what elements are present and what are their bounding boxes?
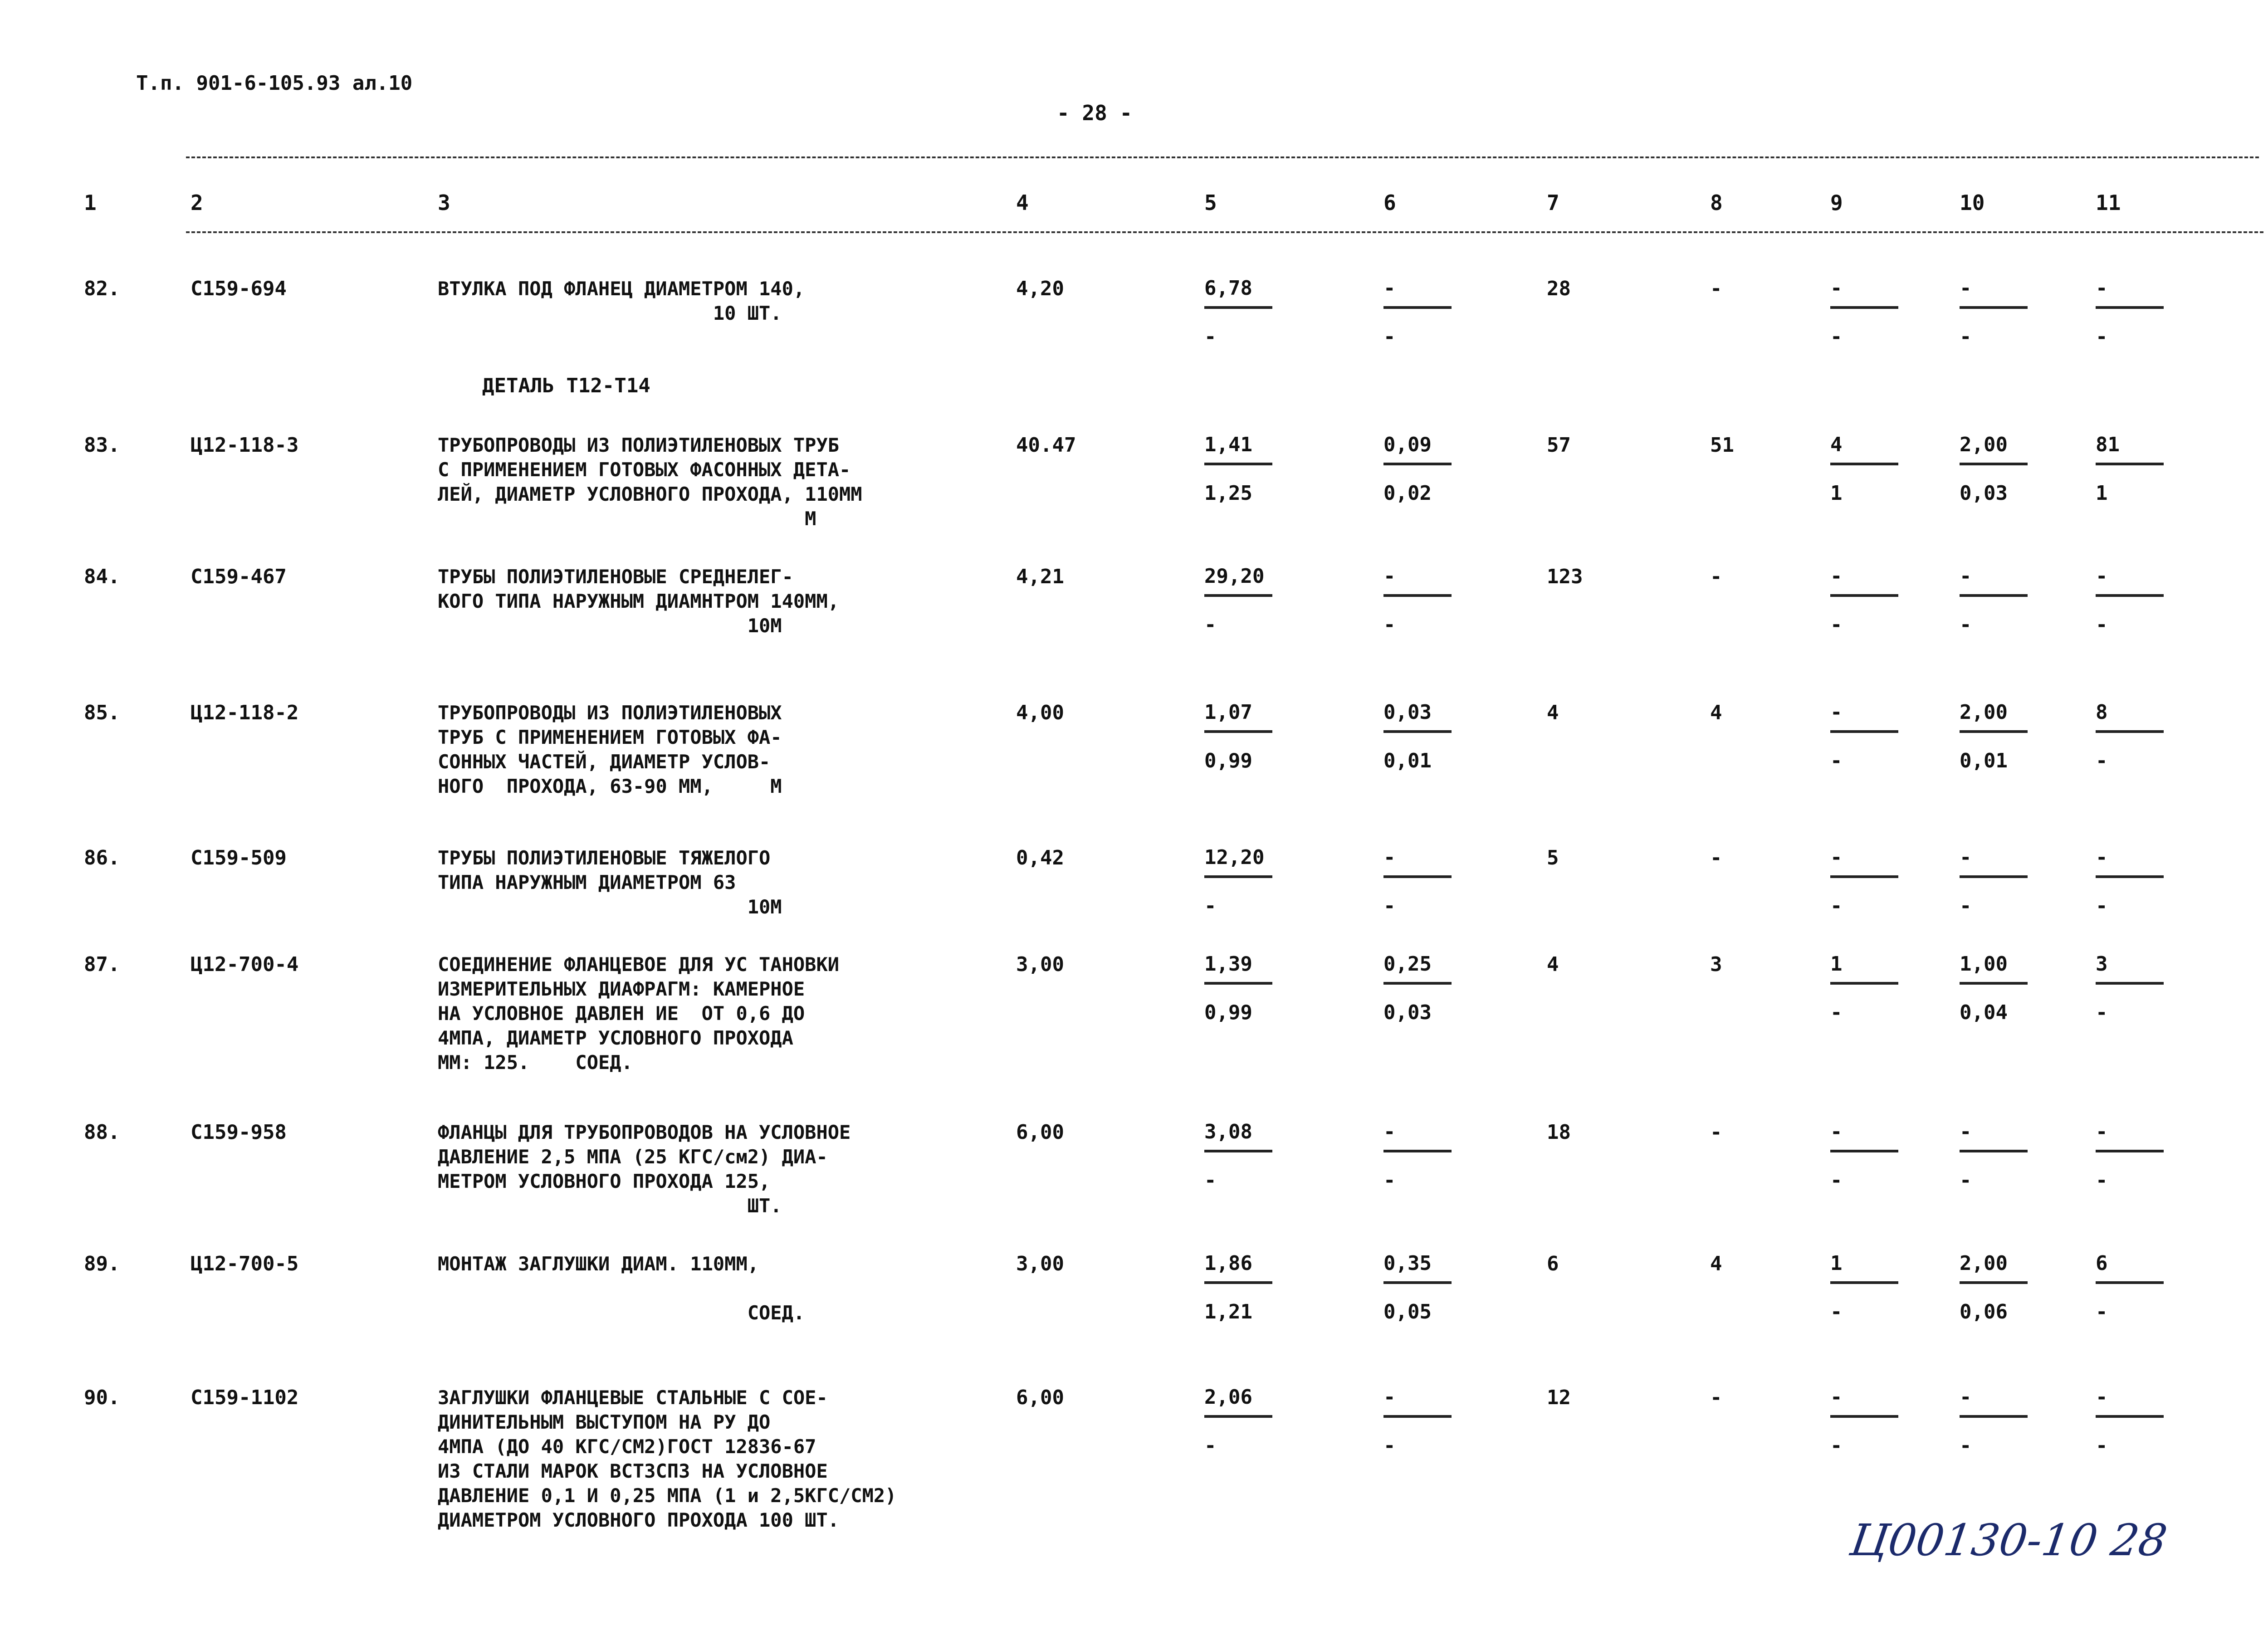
denominator: 1,21	[1204, 1300, 1252, 1323]
numerator: -	[1830, 565, 1898, 597]
fraction-cell-c5	[1204, 952, 1272, 1024]
price-code: Ц12-700-4	[191, 953, 299, 976]
fraction-cell-c11	[2096, 701, 2164, 772]
handwritten-note: Ц00130-10 28	[1847, 1515, 2170, 1566]
cell-col8: 4	[1710, 1252, 1722, 1275]
cell-col4: 3,00	[1016, 1252, 1064, 1275]
header-rule	[186, 231, 2263, 233]
numerator: -	[1960, 277, 2028, 309]
column-header: 7	[1547, 190, 1559, 215]
cell-col4: 4,00	[1016, 701, 1064, 724]
cell-col7: 4	[1547, 701, 1559, 724]
cell-col8: 4	[1710, 701, 1722, 724]
cell-col8: -	[1710, 846, 1722, 869]
cell-col4: 40.47	[1016, 434, 1076, 457]
numerator: -	[2096, 277, 2164, 309]
numerator: -	[1830, 277, 1898, 309]
fraction-cell-c5	[1204, 1252, 1272, 1323]
cell-col7: 6	[1547, 1252, 1559, 1275]
fraction-cell-c6	[1383, 1120, 1452, 1192]
row-number: 88.	[84, 1121, 120, 1144]
cell-col8: -	[1710, 565, 1722, 588]
fraction-cell-c11	[2096, 565, 2164, 636]
item-description: ВТУЛКА ПОД ФЛАНЕЦ ДИАМЕТРОМ 140, 10 ШТ.	[438, 278, 805, 324]
denominator: -	[1204, 325, 1217, 348]
column-header: 6	[1383, 190, 1396, 215]
item-description: ЗАГЛУШКИ ФЛАНЦЕВЫЕ СТАЛЬНЫЕ С СОЕ- ДИНИТЕЛЬНЫМ ВЫСТУПОМ НА РУ ДО 4МПА (ДО 40 КГС/СМ2)ГОСТ 12836-67 ИЗ СТАЛИ МАРОК ВСТЗСПЗ НА УСЛОВНОЕ ДАВЛЕНИЕ 0,1 И 0,25 МПА (1 и 2,5КГС/СМ2) ДИАМЕТРОМ УСЛОВНОГО ПРОХОДА 100 ШТ.	[438, 1386, 897, 1531]
cell-col7: 4	[1547, 953, 1559, 976]
denominator: 0,04	[1960, 1001, 2008, 1024]
row-number: 85.	[84, 701, 120, 724]
fraction-cell-c6	[1383, 1252, 1452, 1323]
column-header: 9	[1830, 190, 1843, 215]
denominator: 0,05	[1383, 1300, 1432, 1323]
item-description: МОНТАЖ ЗАГЛУШКИ ДИАМ. 110ММ, СОЕД.	[438, 1253, 805, 1324]
cell-col7: 57	[1547, 434, 1571, 457]
fraction-cell-c6	[1383, 1386, 1452, 1457]
price-code: С159-509	[191, 846, 287, 869]
item-description: ТРУБЫ ПОЛИЭТИЛЕНОВЫЕ ТЯЖЕЛОГО ТИПА НАРУЖНЫМ ДИАМЕТРОМ 63 10М	[438, 847, 782, 918]
fraction-cell-c5	[1204, 277, 1272, 348]
denominator: -	[1204, 894, 1217, 918]
cell-col8: -	[1710, 1386, 1722, 1409]
fraction-cell-c6	[1383, 565, 1452, 636]
denominator: 1	[2096, 482, 2108, 505]
fraction-cell-c9	[1830, 1252, 1898, 1323]
fraction-cell-c11	[2096, 846, 2164, 918]
fraction-cell-c10	[1960, 433, 2028, 505]
row-number: 90.	[84, 1386, 120, 1409]
denominator: 1	[1830, 482, 1843, 505]
numerator: 2,00	[1960, 1252, 2028, 1284]
column-header: 4	[1016, 190, 1029, 215]
numerator: 81	[2096, 433, 2164, 465]
fraction-cell-c11	[2096, 952, 2164, 1024]
fraction-cell-c11	[2096, 1386, 2164, 1457]
denominator: -	[1830, 1434, 1843, 1457]
cell-col7: 18	[1547, 1121, 1571, 1144]
numerator: 3,08	[1204, 1120, 1272, 1152]
fraction-cell-c9	[1830, 433, 1898, 505]
fraction-cell-c9	[1830, 701, 1898, 772]
numerator: -	[1830, 846, 1898, 878]
cell-col7: 123	[1547, 565, 1583, 588]
denominator: -	[1830, 1169, 1843, 1192]
denominator: -	[1960, 1169, 1972, 1192]
numerator: -	[1960, 565, 2028, 597]
denominator: -	[1204, 1169, 1217, 1192]
numerator: 0,25	[1383, 952, 1452, 985]
denominator: -	[1830, 325, 1843, 348]
denominator: 0,99	[1204, 1001, 1252, 1024]
row-number: 82.	[84, 277, 120, 300]
numerator: 4	[1830, 433, 1898, 465]
cell-col8: -	[1710, 1121, 1722, 1144]
numerator: -	[2096, 565, 2164, 597]
item-description: ТРУБОПРОВОДЫ ИЗ ПОЛИЭТИЛЕНОВЫХ ТРУБ С ПРИМЕНЕНИЕМ ГОТОВЫХ ФА- СОННЫХ ЧАСТЕЙ, ДИАМЕТР УСЛОВ- НОГО ПРОХОДА, 63-90 ММ, М	[438, 702, 782, 797]
fraction-cell-c9	[1830, 952, 1898, 1024]
fraction-cell-c5	[1204, 701, 1272, 772]
denominator: -	[2096, 1001, 2108, 1024]
cell-col7: 28	[1547, 277, 1571, 300]
numerator: -	[1960, 1386, 2028, 1418]
numerator: 1	[1830, 1252, 1898, 1284]
denominator: -	[2096, 1434, 2108, 1457]
denominator: -	[1204, 1434, 1217, 1457]
fraction-cell-c5	[1204, 846, 1272, 918]
price-code: С159-694	[191, 277, 287, 300]
fraction-cell-c10	[1960, 701, 2028, 772]
cell-col4: 6,00	[1016, 1386, 1064, 1409]
numerator: -	[1383, 846, 1452, 878]
cell-col7: 5	[1547, 846, 1559, 869]
cell-col4: 4,20	[1016, 277, 1064, 300]
fraction-cell-c10	[1960, 846, 2028, 918]
denominator: -	[1830, 613, 1843, 636]
fraction-cell-c5	[1204, 565, 1272, 636]
fraction-cell-c6	[1383, 952, 1452, 1024]
price-code: С159-467	[191, 565, 287, 588]
fraction-cell-c10	[1960, 565, 2028, 636]
fraction-cell-c11	[2096, 1120, 2164, 1192]
numerator: 0,35	[1383, 1252, 1452, 1284]
denominator: 0,02	[1383, 482, 1432, 505]
row-number: 89.	[84, 1252, 120, 1275]
numerator: 3	[2096, 952, 2164, 985]
denominator: -	[1204, 613, 1217, 636]
row-number: 83.	[84, 434, 120, 457]
fraction-cell-c5	[1204, 1120, 1272, 1192]
fraction-cell-c11	[2096, 433, 2164, 505]
column-header: 5	[1204, 190, 1217, 215]
numerator: -	[2096, 1120, 2164, 1152]
page-number: - 28 -	[1057, 101, 1133, 125]
cell-col4: 3,00	[1016, 953, 1064, 976]
numerator: 6	[2096, 1252, 2164, 1284]
numerator: 0,09	[1383, 433, 1452, 465]
denominator: -	[1830, 1300, 1843, 1323]
cell-col7: 12	[1547, 1386, 1571, 1409]
denominator: -	[2096, 325, 2108, 348]
item-description: ТРУБЫ ПОЛИЭТИЛЕНОВЫЕ СРЕДНЕЛЕГ- КОГО ТИПА НАРУЖНЫМ ДИАМНТРОМ 140ММ, 10М	[438, 566, 840, 637]
numerator: 1,00	[1960, 952, 2028, 985]
fraction-cell-c9	[1830, 846, 1898, 918]
denominator: -	[1383, 894, 1396, 918]
numerator: -	[1830, 1386, 1898, 1418]
denominator: -	[1830, 1001, 1843, 1024]
item-description: ТРУБОПРОВОДЫ ИЗ ПОЛИЭТИЛЕНОВЫХ ТРУБ С ПРИМЕНЕНИЕМ ГОТОВЫХ ФАСОННЫХ ДЕТА- ЛЕЙ, ДИАМЕТР УСЛОВНОГО ПРОХОДА, 110ММ М	[438, 434, 862, 530]
price-code: Ц12-700-5	[191, 1252, 299, 1275]
numerator: 2,06	[1204, 1386, 1272, 1418]
denominator: 0,06	[1960, 1300, 2008, 1323]
denominator: -	[2096, 1169, 2108, 1192]
numerator: 1,39	[1204, 952, 1272, 985]
numerator: -	[1830, 701, 1898, 733]
numerator: 1,07	[1204, 701, 1272, 733]
fraction-cell-c6	[1383, 433, 1452, 505]
column-header: 10	[1960, 190, 1985, 215]
numerator: 0,03	[1383, 701, 1452, 733]
denominator: -	[1830, 894, 1843, 918]
fraction-cell-c5	[1204, 1386, 1272, 1457]
cell-col4: 4,21	[1016, 565, 1064, 588]
denominator: -	[1960, 613, 1972, 636]
numerator: -	[1383, 1386, 1452, 1418]
document-code: Т.п. 901-6-105.93 ал.10	[136, 72, 413, 95]
denominator: -	[1960, 894, 1972, 918]
denominator: -	[1383, 325, 1396, 348]
numerator: -	[1960, 1120, 2028, 1152]
fraction-cell-c9	[1830, 277, 1898, 348]
denominator: -	[2096, 894, 2108, 918]
row-number: 86.	[84, 846, 120, 869]
numerator: -	[1383, 277, 1452, 309]
fraction-cell-c11	[2096, 1252, 2164, 1323]
fraction-cell-c6	[1383, 701, 1452, 772]
numerator: -	[1960, 846, 2028, 878]
fraction-cell-c10	[1960, 952, 2028, 1024]
cell-col8: -	[1710, 277, 1722, 300]
fraction-cell-c5	[1204, 433, 1272, 505]
price-code: С159-958	[191, 1121, 287, 1144]
denominator: -	[1383, 1434, 1396, 1457]
column-header: 11	[2096, 190, 2121, 215]
section-heading: ДЕТАЛЬ Т12-Т14	[482, 374, 650, 397]
fraction-cell-c6	[1383, 846, 1452, 918]
numerator: 8	[2096, 701, 2164, 733]
price-code: Ц12-118-2	[191, 701, 299, 724]
column-header: 8	[1710, 190, 1723, 215]
numerator: -	[1383, 565, 1452, 597]
cell-col8: 3	[1710, 953, 1722, 976]
column-header: 2	[191, 190, 203, 215]
fraction-cell-c11	[2096, 277, 2164, 348]
numerator: 1,41	[1204, 433, 1272, 465]
fraction-cell-c10	[1960, 1120, 2028, 1192]
denominator: -	[2096, 749, 2108, 772]
numerator: -	[2096, 846, 2164, 878]
denominator: 1,25	[1204, 482, 1252, 505]
price-code: Ц12-118-3	[191, 434, 299, 457]
denominator: -	[1830, 749, 1843, 772]
price-code: С159-1102	[191, 1386, 299, 1409]
numerator: 29,20	[1204, 565, 1272, 597]
numerator: -	[1830, 1120, 1898, 1152]
denominator: -	[1383, 613, 1396, 636]
row-number: 84.	[84, 565, 120, 588]
item-description: ФЛАНЦЫ ДЛЯ ТРУБОПРОВОДОВ НА УСЛОВНОЕ ДАВЛЕНИЕ 2,5 МПА (25 КГС/см2) ДИА- МЕТРОМ УСЛОВНОГО ПРОХОДА 125, ШТ.	[438, 1121, 851, 1217]
cell-col8: 51	[1710, 434, 1734, 457]
column-header: 1	[84, 190, 97, 215]
denominator: 0,99	[1204, 749, 1252, 772]
denominator: -	[1960, 325, 1972, 348]
numerator: 2,00	[1960, 433, 2028, 465]
fraction-cell-c9	[1830, 1120, 1898, 1192]
denominator: 0,01	[1383, 749, 1432, 772]
denominator: 0,03	[1383, 1001, 1432, 1024]
column-header: 3	[438, 190, 450, 215]
denominator: 0,03	[1960, 482, 2008, 505]
denominator: -	[1960, 1434, 1972, 1457]
numerator: -	[1383, 1120, 1452, 1152]
denominator: -	[2096, 1300, 2108, 1323]
denominator: -	[1383, 1169, 1396, 1192]
fraction-cell-c9	[1830, 1386, 1898, 1457]
item-description: СОЕДИНЕНИЕ ФЛАНЦЕВОЕ ДЛЯ УС ТАНОВКИ ИЗМЕРИТЕЛЬНЫХ ДИАФРАГМ: КАМЕРНОЕ НА УСЛОВНОЕ ДАВЛЕН ИЕ ОТ 0,6 ДО 4МПА, ДИАМЕТР УСЛОВНОГО ПРОХОДА ММ: 125. СОЕД.	[438, 953, 840, 1074]
fraction-cell-c10	[1960, 1386, 2028, 1457]
top-rule	[186, 156, 2259, 158]
cell-col4: 6,00	[1016, 1121, 1064, 1144]
row-number: 87.	[84, 953, 120, 976]
fraction-cell-c6	[1383, 277, 1452, 348]
numerator: -	[2096, 1386, 2164, 1418]
numerator: 2,00	[1960, 701, 2028, 733]
cell-col4: 0,42	[1016, 846, 1064, 869]
numerator: 12,20	[1204, 846, 1272, 878]
fraction-cell-c10	[1960, 277, 2028, 348]
numerator: 1	[1830, 952, 1898, 985]
fraction-cell-c10	[1960, 1252, 2028, 1323]
numerator: 6,78	[1204, 277, 1272, 309]
denominator: -	[2096, 613, 2108, 636]
denominator: 0,01	[1960, 749, 2008, 772]
fraction-cell-c9	[1830, 565, 1898, 636]
numerator: 1,86	[1204, 1252, 1272, 1284]
